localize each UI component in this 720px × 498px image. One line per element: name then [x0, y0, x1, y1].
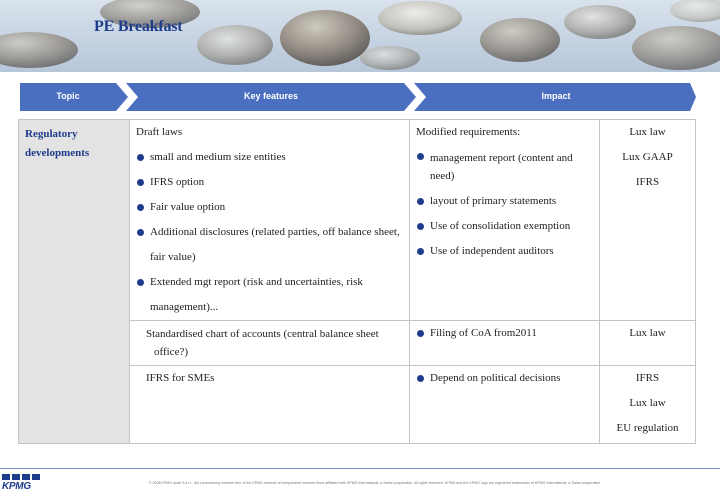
- key-features-cell: [130, 366, 410, 444]
- law-item: Lux law: [629, 327, 666, 339]
- law-cell: [600, 366, 696, 444]
- topic-cell: [19, 120, 130, 444]
- list-item: small and medium size entities: [136, 145, 403, 170]
- chevron-key-features-label: Key features: [243, 91, 299, 101]
- law-item: IFRS: [635, 176, 660, 188]
- content-table: [18, 119, 696, 444]
- chevron-impact-label: Impact: [541, 91, 571, 101]
- list-item: Extended mgt report (risk and uncertainties, risk management)...: [136, 270, 403, 320]
- law-cell: [600, 120, 696, 321]
- table-row: [19, 120, 696, 321]
- list-item: IFRS option: [136, 170, 403, 195]
- chevron-topic-label: Topic: [56, 91, 80, 101]
- logo-text: KPMG: [2, 481, 31, 492]
- pebbles-image: [0, 0, 720, 72]
- list-item: Use of consolidation exemption: [416, 214, 593, 239]
- impact-cell: [410, 321, 600, 366]
- key-features-cell: [130, 120, 410, 321]
- law-item: Lux law: [629, 397, 666, 409]
- law-item: IFRS: [635, 372, 660, 384]
- topic-line-2: developments: [25, 147, 90, 159]
- footer-legal: © 2008 KPMG Audit S.à r.l., the Luxembourg member firm of the KPMG network of independent member firms affiliated with KPMG International, a Swiss cooperative. All rights reserved. KPMG and the KPMG logo are registered trademarks of KPMG International, a Swiss cooperative.: [148, 481, 602, 485]
- header-banner: [0, 0, 720, 72]
- key-heading: Draft laws: [136, 126, 183, 138]
- law-item: Lux GAAP: [622, 151, 673, 163]
- page-title: PE Breakfast: [94, 18, 183, 35]
- list-item: Depend on political decisions: [416, 366, 593, 391]
- law-item: Lux law: [629, 126, 666, 138]
- impact-cell: [410, 120, 600, 321]
- key-features-cell: [130, 321, 410, 366]
- law-cell: [600, 321, 696, 366]
- list-item: Use of independent auditors: [416, 239, 593, 264]
- list-item: Additional disclosures (related parties, off balance sheet, fair value): [136, 220, 403, 270]
- impact-cell: [410, 366, 600, 444]
- key-text: IFRS for SMEs: [146, 372, 215, 384]
- list-item: layout of primary statements: [416, 189, 593, 214]
- list-item: management report (content and need): [416, 145, 593, 189]
- list-item: Fair value option: [136, 195, 403, 220]
- key-text: Standardised chart of accounts (central balance sheet office?): [146, 328, 379, 358]
- law-item: EU regulation: [616, 422, 679, 434]
- footer-divider: [0, 468, 720, 469]
- topic-line-1: Regulatory: [25, 128, 78, 140]
- list-item: Filing of CoA from2011: [416, 321, 593, 346]
- impact-heading: Modified requirements:: [416, 126, 521, 138]
